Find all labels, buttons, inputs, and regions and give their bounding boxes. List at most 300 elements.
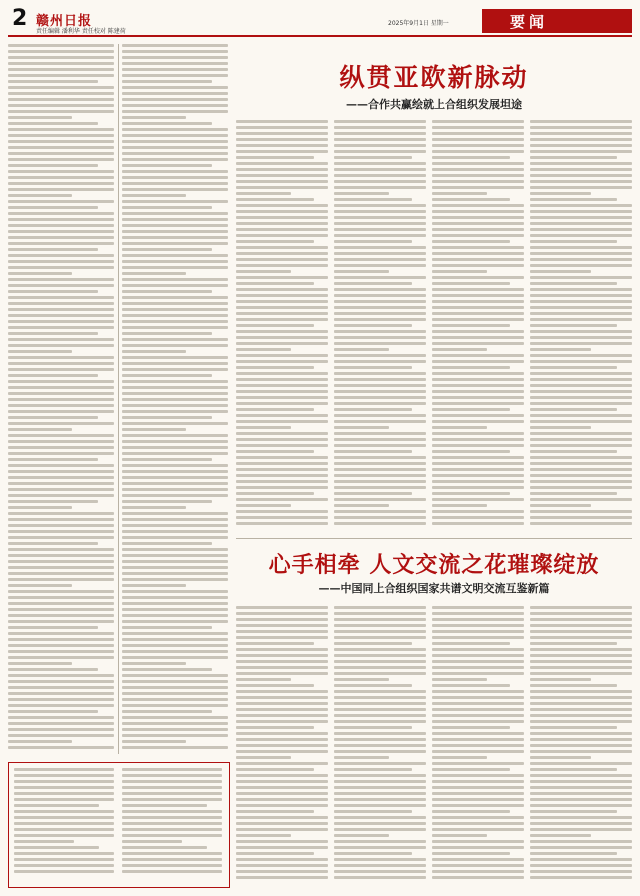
text-line-placeholder: [122, 596, 228, 599]
text-line-placeholder: [530, 522, 632, 525]
text-line-placeholder: [8, 422, 114, 425]
text-line-placeholder: [432, 312, 524, 315]
text-line-placeholder: [530, 738, 632, 741]
text-line-placeholder: [432, 624, 524, 627]
text-line-placeholder: [432, 618, 524, 621]
text-line-placeholder: [122, 212, 228, 215]
text-line-placeholder: [432, 144, 524, 147]
text-line-placeholder: [432, 126, 524, 129]
text-line-placeholder: [432, 684, 510, 687]
text-line-placeholder: [530, 150, 632, 153]
text-line-placeholder: [530, 654, 632, 657]
text-lines: [14, 768, 114, 876]
text-line-placeholder: [334, 504, 389, 507]
text-line-placeholder: [8, 176, 114, 179]
text-line-placeholder: [122, 248, 212, 251]
text-line-placeholder: [8, 296, 114, 299]
text-line-placeholder: [122, 200, 228, 203]
text-line-placeholder: [236, 258, 328, 261]
text-line-placeholder: [8, 446, 114, 449]
text-line-placeholder: [14, 774, 114, 777]
text-line-placeholder: [8, 716, 114, 719]
text-line-placeholder: [8, 122, 98, 125]
text-line-placeholder: [334, 666, 426, 669]
text-line-placeholder: [530, 312, 632, 315]
text-line-placeholder: [14, 870, 114, 873]
text-line-placeholder: [432, 222, 524, 225]
text-line-placeholder: [530, 414, 632, 417]
text-line-placeholder: [530, 192, 591, 195]
text-line-placeholder: [334, 864, 426, 867]
text-line-placeholder: [236, 390, 328, 393]
text-line-placeholder: [432, 408, 510, 411]
text-line-placeholder: [530, 840, 632, 843]
text-line-placeholder: [530, 120, 632, 123]
text-line-placeholder: [122, 470, 228, 473]
text-line-placeholder: [8, 578, 114, 581]
second-column-4: [530, 606, 632, 886]
date-line: 2025年9月1日 星期一: [388, 20, 449, 27]
text-line-placeholder: [334, 738, 426, 741]
text-line-placeholder: [432, 474, 524, 477]
text-line-placeholder: [236, 522, 328, 525]
text-line-placeholder: [236, 510, 328, 513]
text-line-placeholder: [432, 612, 524, 615]
text-line-placeholder: [334, 402, 426, 405]
text-line-placeholder: [432, 690, 524, 693]
text-line-placeholder: [432, 762, 524, 765]
text-line-placeholder: [334, 456, 426, 459]
text-line-placeholder: [236, 324, 314, 327]
text-line-placeholder: [432, 462, 524, 465]
text-line-placeholder: [334, 330, 426, 333]
text-line-placeholder: [236, 432, 328, 435]
text-line-placeholder: [530, 636, 632, 639]
text-line-placeholder: [236, 420, 328, 423]
text-line-placeholder: [236, 342, 328, 345]
text-line-placeholder: [432, 864, 524, 867]
text-line-placeholder: [236, 474, 328, 477]
text-line-placeholder: [236, 126, 328, 129]
left-column: [8, 44, 114, 754]
text-line-placeholder: [122, 140, 228, 143]
text-line-placeholder: [236, 792, 328, 795]
text-line-placeholder: [14, 858, 114, 861]
text-line-placeholder: [334, 612, 426, 615]
text-line-placeholder: [122, 614, 228, 617]
text-line-placeholder: [122, 92, 228, 95]
text-line-placeholder: [122, 350, 186, 353]
text-line-placeholder: [122, 518, 228, 521]
text-line-placeholder: [432, 162, 524, 165]
text-line-placeholder: [8, 644, 114, 647]
text-line-placeholder: [432, 216, 524, 219]
text-lines: [334, 120, 426, 528]
text-line-placeholder: [122, 792, 222, 795]
text-line-placeholder: [14, 864, 114, 867]
text-line-placeholder: [14, 828, 114, 831]
text-line-placeholder: [432, 672, 524, 675]
text-line-placeholder: [122, 44, 228, 47]
text-line-placeholder: [334, 336, 426, 339]
text-line-placeholder: [122, 542, 212, 545]
text-line-placeholder: [122, 668, 212, 671]
text-line-placeholder: [530, 378, 632, 381]
text-line-placeholder: [236, 450, 314, 453]
text-line-placeholder: [236, 174, 328, 177]
text-line-placeholder: [8, 182, 114, 185]
text-line-placeholder: [236, 414, 328, 417]
section-label: 要闻: [510, 13, 549, 31]
text-line-placeholder: [432, 810, 510, 813]
text-line-placeholder: [236, 852, 314, 855]
text-line-placeholder: [122, 816, 222, 819]
editor-line: 责任编辑 潘利华 责任校对 陈建荷: [36, 28, 126, 35]
text-line-placeholder: [432, 180, 524, 183]
text-line-placeholder: [122, 344, 228, 347]
paper-name: 赣州日报: [36, 14, 93, 29]
text-line-placeholder: [432, 258, 524, 261]
text-line-placeholder: [236, 426, 291, 429]
text-line-placeholder: [122, 828, 222, 831]
text-line-placeholder: [122, 452, 228, 455]
text-line-placeholder: [334, 642, 412, 645]
text-line-placeholder: [530, 264, 632, 267]
text-line-placeholder: [236, 744, 328, 747]
text-line-placeholder: [432, 606, 524, 609]
text-line-placeholder: [236, 300, 328, 303]
text-line-placeholder: [432, 636, 524, 639]
text-line-placeholder: [334, 378, 426, 381]
text-line-placeholder: [334, 162, 426, 165]
text-line-placeholder: [122, 164, 212, 167]
text-line-placeholder: [8, 602, 114, 605]
text-line-placeholder: [236, 180, 328, 183]
text-line-placeholder: [334, 288, 426, 291]
text-line-placeholder: [432, 204, 524, 207]
text-line-placeholder: [236, 786, 328, 789]
text-line-placeholder: [530, 180, 632, 183]
text-line-placeholder: [8, 392, 114, 395]
text-line-placeholder: [236, 648, 328, 651]
text-line-placeholder: [236, 156, 314, 159]
text-line-placeholder: [334, 858, 426, 861]
text-line-placeholder: [432, 708, 524, 711]
text-line-placeholder: [122, 194, 186, 197]
text-line-placeholder: [334, 264, 426, 267]
text-line-placeholder: [122, 858, 222, 861]
masthead-rule: [8, 35, 632, 37]
text-line-placeholder: [530, 156, 617, 159]
text-line-placeholder: [334, 168, 426, 171]
text-line-placeholder: [122, 68, 228, 71]
text-line-placeholder: [334, 690, 426, 693]
text-line-placeholder: [432, 198, 510, 201]
text-line-placeholder: [432, 738, 524, 741]
text-line-placeholder: [530, 324, 617, 327]
text-line-placeholder: [530, 516, 632, 519]
text-line-placeholder: [122, 524, 228, 527]
text-line-placeholder: [432, 648, 524, 651]
text-line-placeholder: [530, 678, 591, 681]
text-line-placeholder: [530, 246, 632, 249]
text-line-placeholder: [334, 192, 389, 195]
text-line-placeholder: [236, 396, 328, 399]
text-line-placeholder: [122, 266, 228, 269]
text-line-placeholder: [334, 486, 426, 489]
text-line-placeholder: [122, 326, 228, 329]
text-line-placeholder: [432, 486, 524, 489]
text-line-placeholder: [122, 224, 228, 227]
text-line-placeholder: [236, 732, 328, 735]
text-line-placeholder: [122, 512, 228, 515]
text-line-placeholder: [122, 308, 228, 311]
text-line-placeholder: [122, 182, 228, 185]
main-column-4: [530, 120, 632, 530]
text-line-placeholder: [432, 744, 524, 747]
text-line-placeholder: [432, 468, 524, 471]
text-line-placeholder: [122, 434, 228, 437]
text-line-placeholder: [8, 62, 114, 65]
text-line-placeholder: [432, 324, 510, 327]
text-line-placeholder: [8, 104, 114, 107]
text-line-placeholder: [530, 126, 632, 129]
text-line-placeholder: [8, 86, 114, 89]
text-line-placeholder: [432, 678, 487, 681]
text-line-placeholder: [334, 774, 426, 777]
text-line-placeholder: [530, 276, 632, 279]
text-line-placeholder: [122, 314, 228, 317]
text-line-placeholder: [530, 204, 632, 207]
text-line-placeholder: [530, 144, 632, 147]
text-line-placeholder: [530, 240, 617, 243]
text-line-placeholder: [8, 488, 114, 491]
text-line-placeholder: [122, 332, 212, 335]
text-line-placeholder: [432, 780, 524, 783]
text-line-placeholder: [432, 456, 524, 459]
text-line-placeholder: [236, 804, 328, 807]
text-line-placeholder: [334, 420, 426, 423]
text-line-placeholder: [8, 428, 72, 431]
text-line-placeholder: [122, 692, 228, 695]
text-line-placeholder: [122, 626, 212, 629]
text-line-placeholder: [530, 762, 632, 765]
text-line-placeholder: [432, 822, 524, 825]
text-line-placeholder: [530, 846, 632, 849]
left-column-2: [122, 44, 228, 754]
text-line-placeholder: [334, 342, 426, 345]
text-line-placeholder: [122, 590, 228, 593]
text-line-placeholder: [8, 164, 98, 167]
text-line-placeholder: [8, 620, 114, 623]
text-line-placeholder: [334, 648, 426, 651]
text-line-placeholder: [236, 876, 328, 879]
text-line-placeholder: [236, 270, 291, 273]
text-line-placeholder: [530, 330, 632, 333]
text-line-placeholder: [8, 626, 98, 629]
text-lines: [530, 606, 632, 882]
text-line-placeholder: [122, 74, 228, 77]
text-line-placeholder: [334, 822, 426, 825]
text-line-placeholder: [432, 438, 524, 441]
text-line-placeholder: [530, 618, 632, 621]
text-line-placeholder: [530, 258, 632, 261]
text-line-placeholder: [236, 240, 314, 243]
text-line-placeholder: [236, 210, 328, 213]
text-line-placeholder: [530, 456, 632, 459]
text-line-placeholder: [122, 176, 228, 179]
text-line-placeholder: [122, 536, 228, 539]
article-divider: [236, 538, 632, 539]
text-line-placeholder: [236, 840, 328, 843]
text-line-placeholder: [432, 792, 524, 795]
text-line-placeholder: [236, 690, 328, 693]
text-line-placeholder: [8, 266, 114, 269]
text-line-placeholder: [122, 80, 212, 83]
text-line-placeholder: [530, 816, 632, 819]
text-line-placeholder: [122, 110, 228, 113]
text-line-placeholder: [334, 828, 426, 831]
text-line-placeholder: [122, 482, 228, 485]
text-line-placeholder: [236, 438, 328, 441]
text-line-placeholder: [8, 554, 114, 557]
text-line-placeholder: [334, 792, 426, 795]
text-lines: [432, 606, 524, 882]
text-line-placeholder: [432, 510, 524, 513]
text-line-placeholder: [8, 320, 114, 323]
text-line-placeholder: [334, 852, 412, 855]
text-line-placeholder: [122, 188, 228, 191]
main-column-2: [334, 120, 426, 530]
text-line-placeholder: [8, 662, 72, 665]
text-line-placeholder: [122, 686, 228, 689]
text-line-placeholder: [432, 270, 487, 273]
text-line-placeholder: [334, 390, 426, 393]
text-line-placeholder: [8, 638, 114, 641]
text-line-placeholder: [530, 450, 617, 453]
text-line-placeholder: [122, 786, 222, 789]
text-line-placeholder: [432, 414, 524, 417]
text-line-placeholder: [432, 384, 524, 387]
text-line-placeholder: [530, 510, 632, 513]
text-line-placeholder: [8, 686, 114, 689]
text-line-placeholder: [122, 656, 228, 659]
text-line-placeholder: [530, 294, 632, 297]
text-line-placeholder: [236, 462, 328, 465]
text-line-placeholder: [122, 416, 212, 419]
text-line-placeholder: [334, 126, 426, 129]
text-line-placeholder: [432, 426, 487, 429]
text-line-placeholder: [236, 696, 328, 699]
text-line-placeholder: [530, 222, 632, 225]
text-line-placeholder: [432, 264, 524, 267]
text-line-placeholder: [8, 68, 114, 71]
text-line-placeholder: [432, 186, 524, 189]
text-line-placeholder: [122, 728, 228, 731]
text-line-placeholder: [8, 506, 72, 509]
text-line-placeholder: [530, 696, 632, 699]
text-line-placeholder: [334, 210, 426, 213]
text-line-placeholder: [122, 410, 228, 413]
text-line-placeholder: [8, 584, 72, 587]
text-line-placeholder: [530, 606, 632, 609]
text-line-placeholder: [432, 702, 524, 705]
text-line-placeholder: [122, 554, 228, 557]
text-line-placeholder: [530, 162, 632, 165]
text-line-placeholder: [432, 288, 524, 291]
text-line-placeholder: [334, 846, 426, 849]
text-line-placeholder: [530, 354, 632, 357]
text-line-placeholder: [530, 828, 632, 831]
text-line-placeholder: [334, 522, 426, 525]
text-line-placeholder: [122, 146, 228, 149]
text-line-placeholder: [432, 132, 524, 135]
text-line-placeholder: [334, 372, 426, 375]
text-line-placeholder: [8, 128, 114, 131]
text-line-placeholder: [432, 360, 524, 363]
text-line-placeholder: [8, 362, 114, 365]
text-line-placeholder: [8, 608, 114, 611]
text-line-placeholder: [236, 750, 328, 753]
text-line-placeholder: [8, 380, 114, 383]
text-line-placeholder: [8, 668, 98, 671]
text-line-placeholder: [122, 104, 228, 107]
text-line-placeholder: [334, 840, 426, 843]
text-line-placeholder: [236, 468, 328, 471]
text-line-placeholder: [122, 704, 228, 707]
text-line-placeholder: [122, 380, 228, 383]
text-line-placeholder: [530, 870, 632, 873]
text-line-placeholder: [530, 630, 632, 633]
text-line-placeholder: [334, 408, 412, 411]
text-line-placeholder: [530, 666, 632, 669]
text-line-placeholder: [530, 432, 632, 435]
text-line-placeholder: [122, 822, 222, 825]
text-line-placeholder: [122, 260, 228, 263]
text-line-placeholder: [122, 284, 228, 287]
text-line-placeholder: [432, 282, 510, 285]
text-line-placeholder: [8, 590, 114, 593]
text-line-placeholder: [530, 342, 632, 345]
text-line-placeholder: [432, 252, 524, 255]
text-line-placeholder: [236, 684, 314, 687]
text-line-placeholder: [122, 578, 228, 581]
text-line-placeholder: [334, 810, 412, 813]
text-line-placeholder: [530, 198, 617, 201]
text-line-placeholder: [122, 440, 228, 443]
text-line-placeholder: [530, 732, 632, 735]
text-line-placeholder: [236, 168, 328, 171]
text-line-placeholder: [334, 132, 426, 135]
text-line-placeholder: [8, 650, 114, 653]
text-line-placeholder: [530, 792, 632, 795]
text-line-placeholder: [432, 150, 524, 153]
text-line-placeholder: [334, 744, 426, 747]
text-line-placeholder: [530, 234, 632, 237]
text-line-placeholder: [334, 606, 426, 609]
text-line-placeholder: [530, 672, 632, 675]
text-line-placeholder: [122, 230, 228, 233]
text-line-placeholder: [122, 254, 228, 257]
text-line-placeholder: [334, 870, 426, 873]
text-line-placeholder: [8, 704, 114, 707]
text-line-placeholder: [334, 498, 426, 501]
text-line-placeholder: [122, 620, 228, 623]
text-line-placeholder: [236, 756, 291, 759]
text-line-placeholder: [122, 398, 228, 401]
text-line-placeholder: [334, 294, 426, 297]
text-line-placeholder: [8, 518, 114, 521]
